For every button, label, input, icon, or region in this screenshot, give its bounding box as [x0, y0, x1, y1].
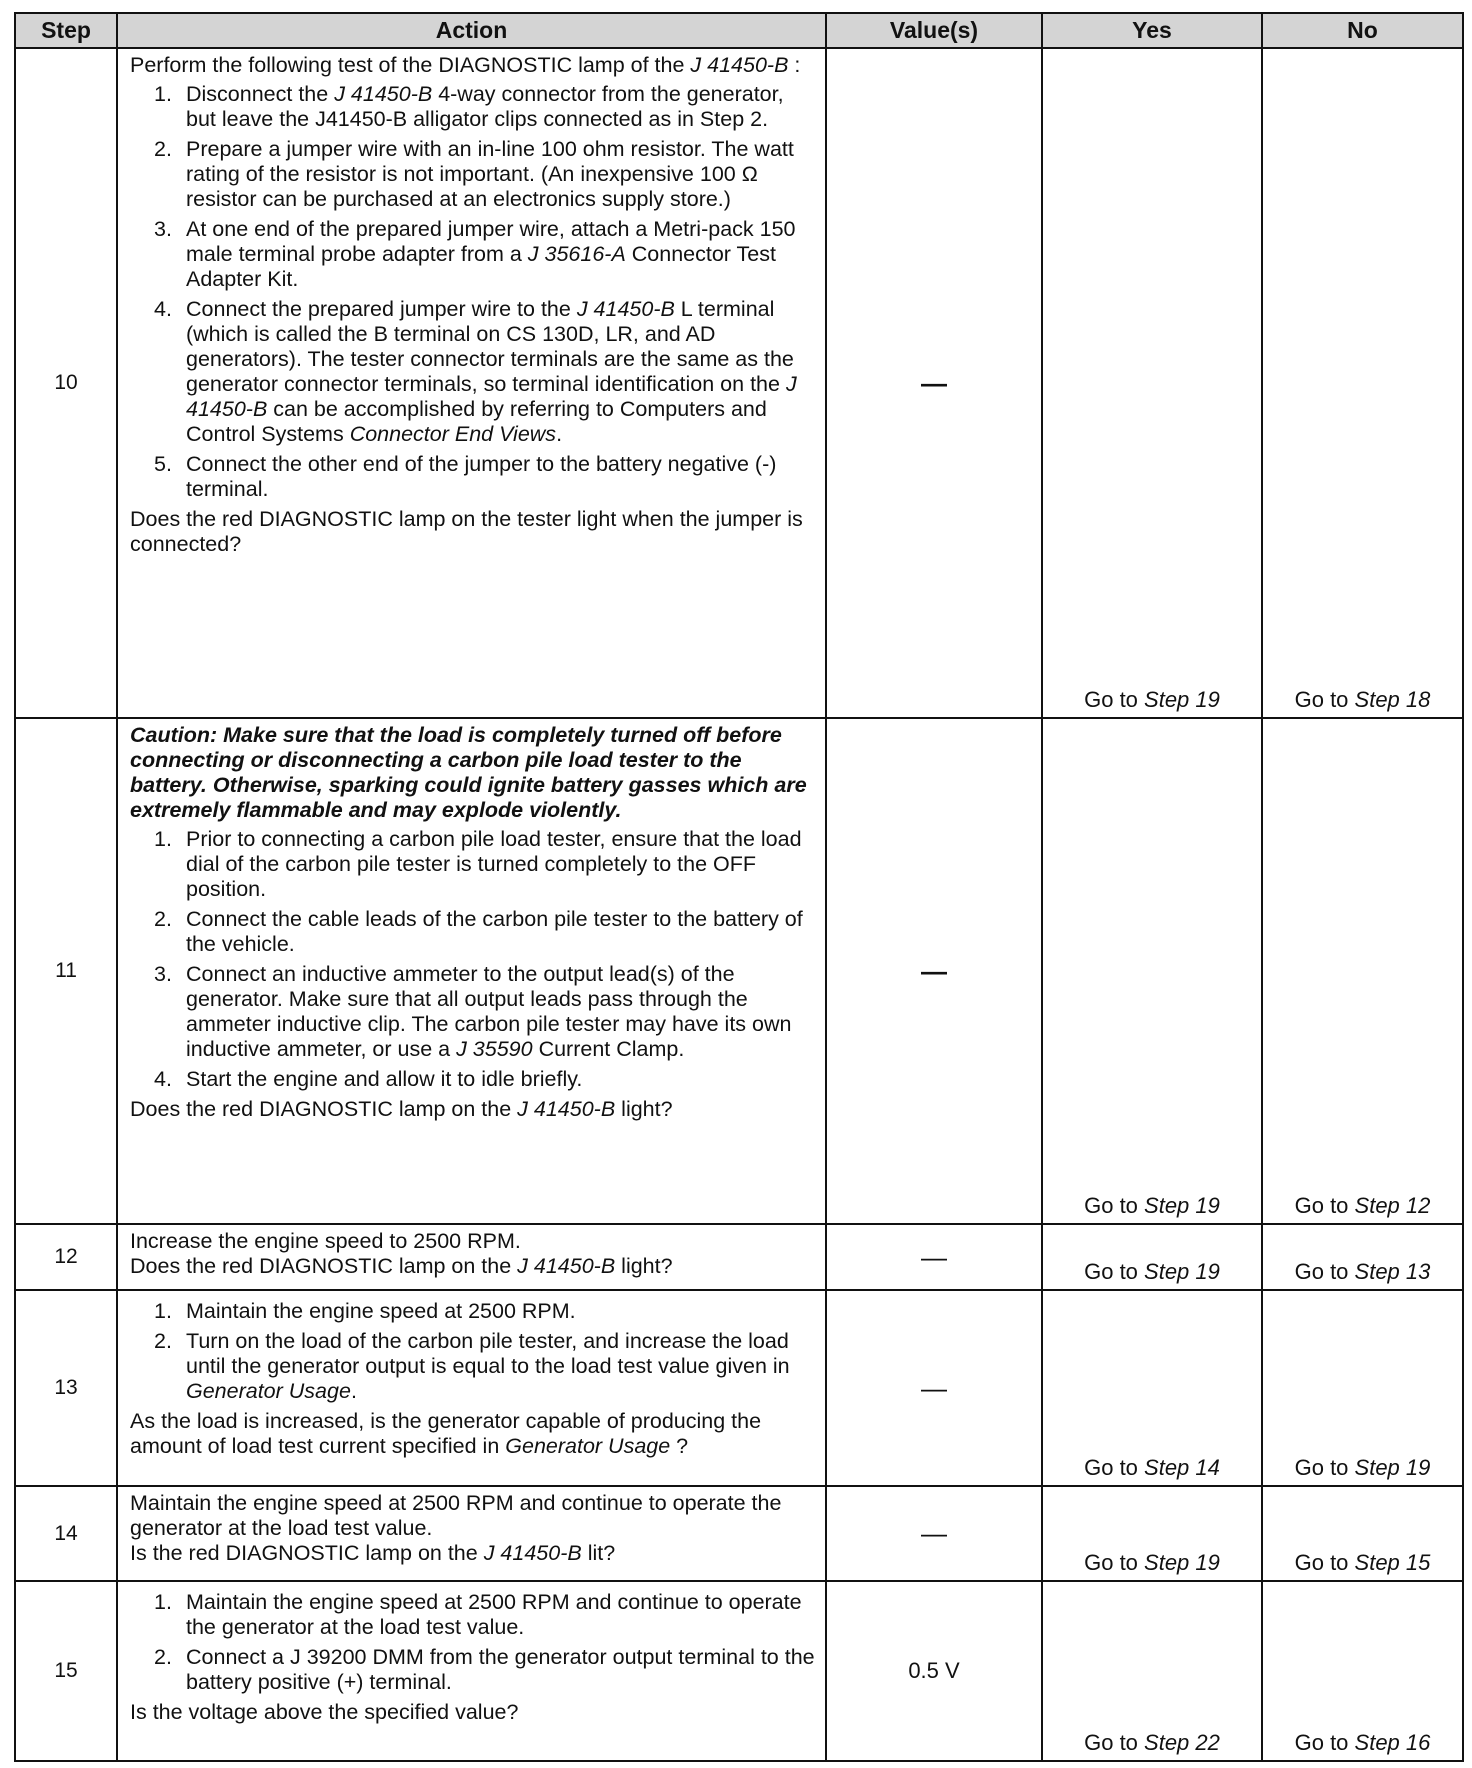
header-row: [15, 13, 1463, 48]
yes-cell: [1042, 1486, 1262, 1581]
list-item: [130, 217, 817, 292]
tool-reference: J 41450-B: [483, 1541, 582, 1565]
text-segment: Does the red DIAGNOSTIC lamp on the: [130, 1254, 518, 1278]
tool-reference: J 41450-B: [334, 82, 433, 106]
step-list: [130, 1590, 817, 1695]
action-cell: [117, 1290, 826, 1486]
no-cell: [1262, 48, 1463, 718]
text-segment: L terminal (which is called the B terminal on CS 130D, LR, and AD generators). The tester connector terminals are the same as the generator connector terminals, so terminal identification on the: [186, 297, 794, 396]
text-segment: Start the engine and allow it to idle briefly.: [186, 1067, 583, 1091]
intro-text: [130, 1229, 817, 1254]
tool-reference: Step 19: [1144, 687, 1220, 712]
question-text: [130, 1700, 817, 1725]
table-row: [15, 1224, 1463, 1290]
tool-reference: Step 13: [1354, 1259, 1431, 1284]
tool-reference: Step 12: [1354, 1193, 1431, 1218]
item-number: 4.: [154, 1067, 172, 1091]
text-segment: Increase the engine speed to 2500 RPM.: [130, 1229, 521, 1253]
table-row: [15, 1581, 1463, 1761]
tool-reference: Generator Usage: [505, 1434, 671, 1458]
value-cell: [826, 1224, 1042, 1290]
text-segment: Disconnect the: [186, 82, 335, 106]
no-goto: [1295, 1730, 1431, 1755]
text-segment: lit?: [581, 1541, 616, 1565]
yes-goto: [1084, 1455, 1220, 1480]
list-item: [130, 1590, 817, 1640]
step-list: [130, 1299, 817, 1404]
header-action: Action: [117, 13, 826, 48]
yes-goto: [1084, 1730, 1220, 1755]
yes-goto: [1084, 1550, 1220, 1575]
table-row: [15, 48, 1463, 718]
tool-reference: Step 19: [1144, 1193, 1220, 1218]
question-text: [130, 507, 817, 557]
value-text: 0.5 V: [908, 1658, 960, 1683]
no-goto: [1295, 1550, 1431, 1575]
tool-reference: Connector End Views: [349, 422, 557, 446]
text-segment: Go to: [1084, 1259, 1145, 1284]
text-segment: Is the voltage above the specified value?: [130, 1700, 519, 1724]
table-row: [15, 718, 1463, 1224]
text-segment: Go to: [1294, 687, 1355, 712]
item-number: 1.: [154, 1590, 172, 1614]
no-cell: [1262, 1224, 1463, 1290]
text-segment: Connect the other end of the jumper to the battery negative (-) terminal.: [186, 452, 777, 501]
item-number: 2.: [154, 137, 172, 161]
action-cell: [117, 1224, 826, 1290]
text-segment: can be accomplished by referring to Computers and Control Systems: [186, 397, 767, 446]
tool-reference: Step 14: [1144, 1455, 1220, 1480]
item-number: 1.: [154, 827, 172, 851]
list-item: [130, 1645, 817, 1695]
step-list: [130, 827, 817, 1092]
no-cell: [1262, 718, 1463, 1224]
yes-cell: [1042, 48, 1262, 718]
text-segment: Connect the cable leads of the carbon pile tester to the battery of the vehicle.: [186, 907, 803, 956]
list-item: [130, 907, 817, 957]
list-item: [130, 1067, 817, 1092]
list-item: [130, 962, 817, 1062]
header-values: Value(s): [826, 13, 1042, 48]
text-segment: light?: [615, 1254, 673, 1278]
text-segment: Go to: [1084, 1455, 1145, 1480]
text-segment: Perform the following test of the DIAGNOSTIC lamp of the: [130, 53, 691, 77]
item-number: 2.: [154, 1329, 172, 1353]
tool-reference: J 41450-B: [517, 1097, 616, 1121]
dash-mark: —: [921, 955, 947, 986]
tool-reference: Step 22: [1144, 1730, 1220, 1755]
header-step: Step: [15, 13, 117, 48]
value-cell: [826, 1290, 1042, 1486]
value-cell: [826, 48, 1042, 718]
value-cell: [826, 1486, 1042, 1581]
item-number: 3.: [154, 217, 172, 241]
dash-mark: —: [921, 1518, 947, 1548]
question-text: [130, 1097, 817, 1122]
yes-goto: [1084, 1259, 1220, 1284]
no-goto: [1295, 1455, 1431, 1480]
item-number: 2.: [154, 907, 172, 931]
question-text: [130, 1254, 817, 1279]
text-segment: :: [788, 53, 801, 77]
step-number: 12: [15, 1224, 117, 1290]
list-item: [130, 297, 817, 447]
question-text: [130, 1541, 817, 1566]
tool-reference: Step 16: [1354, 1730, 1431, 1755]
list-item: [130, 137, 817, 212]
text-segment: Turn on the load of the carbon pile tester, and increase the load until the generator output is equal to the load test value given in: [186, 1329, 790, 1378]
text-segment: Does the red DIAGNOSTIC lamp on the: [130, 1097, 518, 1121]
text-segment: Maintain the engine speed at 2500 RPM.: [186, 1299, 576, 1323]
text-segment: Maintain the engine speed at 2500 RPM and continue to operate the generator at the load test value.: [130, 1491, 782, 1540]
list-item: [130, 827, 817, 902]
text-segment: Maintain the engine speed at 2500 RPM and continue to operate the generator at the load test value.: [186, 1590, 802, 1639]
yes-cell: [1042, 1224, 1262, 1290]
dash-mark: —: [921, 1372, 947, 1403]
text-segment: 4-way connector from the generator, but leave the J41450-B alligator clips connected as in Step 2.: [186, 82, 784, 131]
list-item: [130, 452, 817, 502]
no-cell: [1262, 1486, 1463, 1581]
tool-reference: J 41450-B: [576, 297, 675, 321]
tool-reference: J 41450-B: [517, 1254, 616, 1278]
item-number: 5.: [154, 452, 172, 476]
tool-reference: Step 18: [1354, 687, 1431, 712]
text-segment: Does the red DIAGNOSTIC lamp on the tester light when the jumper is connected?: [130, 507, 803, 556]
action-cell: [117, 1581, 826, 1761]
text-segment: Is the red DIAGNOSTIC lamp on the: [130, 1541, 484, 1565]
no-goto: [1295, 1259, 1431, 1284]
tool-reference: Step 19: [1354, 1455, 1431, 1480]
tool-reference: Step 19: [1144, 1550, 1220, 1575]
text-segment: Connect an inductive ammeter to the output lead(s) of the generator. Make sure that all output leads pass through the ammeter inductive clip. The carbon pile tester may have its own inductive ammeter, or use a: [186, 962, 792, 1061]
step-number: 14: [15, 1486, 117, 1581]
text-segment: ?: [670, 1434, 689, 1458]
value-cell: [826, 718, 1042, 1224]
caution-text: Caution: Make sure that the load is completely turned off before connecting or disconnecting a carbon pile load tester to the battery. Otherwise, sparking could ignite battery gasses which are extremely flammable and may explode violently.: [130, 723, 807, 822]
yes-goto: [1084, 1193, 1220, 1218]
table-row: [15, 1486, 1463, 1581]
text-segment: Prior to connecting a carbon pile load tester, ensure that the load dial of the carbon pile tester is turned completely to the OFF position.: [186, 827, 802, 901]
header-yes: Yes: [1042, 13, 1262, 48]
yes-cell: [1042, 1581, 1262, 1761]
header-no: No: [1262, 13, 1463, 48]
item-number: 1.: [154, 82, 172, 106]
tool-reference: Step 15: [1354, 1550, 1431, 1575]
step-number: 10: [15, 48, 117, 718]
step-number: 11: [15, 718, 117, 1224]
no-goto: [1295, 687, 1431, 712]
item-number: 2.: [154, 1645, 172, 1669]
text-segment: Go to: [1084, 1730, 1145, 1755]
action-cell: [117, 1486, 826, 1581]
text-segment: Go to: [1294, 1730, 1355, 1755]
text-segment: .: [556, 422, 563, 446]
text-segment: Connector Test Adapter Kit.: [186, 242, 776, 291]
action-cell: [117, 718, 826, 1224]
dash-mark: —: [921, 367, 947, 398]
text-segment: Connect the prepared jumper wire to the: [186, 297, 577, 321]
step-list: [130, 82, 817, 502]
tool-reference: J 41450-B: [186, 372, 797, 421]
tool-reference: J 35616-A: [527, 242, 626, 266]
list-item: [130, 82, 817, 132]
dash-mark: —: [921, 1241, 947, 1272]
step-number: 15: [15, 1581, 117, 1761]
text-segment: Go to: [1084, 1193, 1145, 1218]
text-segment: Connect a J 39200 DMM from the generator output terminal to the battery positive (+) terminal.: [186, 1645, 815, 1694]
yes-goto: [1084, 687, 1220, 712]
text-segment: As the load is increased, is the generator capable of producing the amount of load test current specified in: [130, 1409, 762, 1458]
tool-reference: J 41450-B: [690, 53, 789, 77]
yes-cell: [1042, 718, 1262, 1224]
text-segment: Go to: [1294, 1259, 1355, 1284]
text-segment: Go to: [1084, 687, 1145, 712]
list-item: [130, 1299, 817, 1324]
tool-reference: J 35590: [456, 1037, 533, 1061]
tool-reference: Step 19: [1144, 1259, 1220, 1284]
tool-reference: Generator Usage: [186, 1379, 351, 1403]
text-segment: Prepare a jumper wire with an in-line 100 ohm resistor. The watt rating of the resistor is not important. (An inexpensive 100 Ω resistor can be purchased at an electronics supply store.): [186, 137, 794, 211]
item-number: 4.: [154, 297, 172, 321]
text-segment: .: [350, 1379, 357, 1403]
no-cell: [1262, 1290, 1463, 1486]
text-segment: At one end of the prepared jumper wire, attach a Metri-pack 150 male terminal probe adapter from a: [186, 217, 796, 266]
step-number: 13: [15, 1290, 117, 1486]
value-cell: [826, 1581, 1042, 1761]
item-number: 1.: [154, 1299, 172, 1323]
list-item: [130, 1329, 817, 1404]
intro-text: [130, 1491, 817, 1541]
yes-cell: [1042, 1290, 1262, 1486]
text-segment: Go to: [1084, 1550, 1145, 1575]
no-cell: [1262, 1581, 1463, 1761]
text-segment: Current Clamp.: [532, 1037, 685, 1061]
no-goto: [1295, 1193, 1431, 1218]
text-segment: Go to: [1294, 1455, 1355, 1480]
table-row: [15, 1290, 1463, 1486]
action-cell: [117, 48, 826, 718]
question-text: [130, 1409, 817, 1459]
text-segment: Go to: [1294, 1550, 1355, 1575]
text-segment: Go to: [1294, 1193, 1355, 1218]
intro-text: [130, 53, 817, 78]
diagnostic-table: [14, 12, 1464, 1762]
item-number: 3.: [154, 962, 172, 986]
text-segment: light?: [615, 1097, 673, 1121]
